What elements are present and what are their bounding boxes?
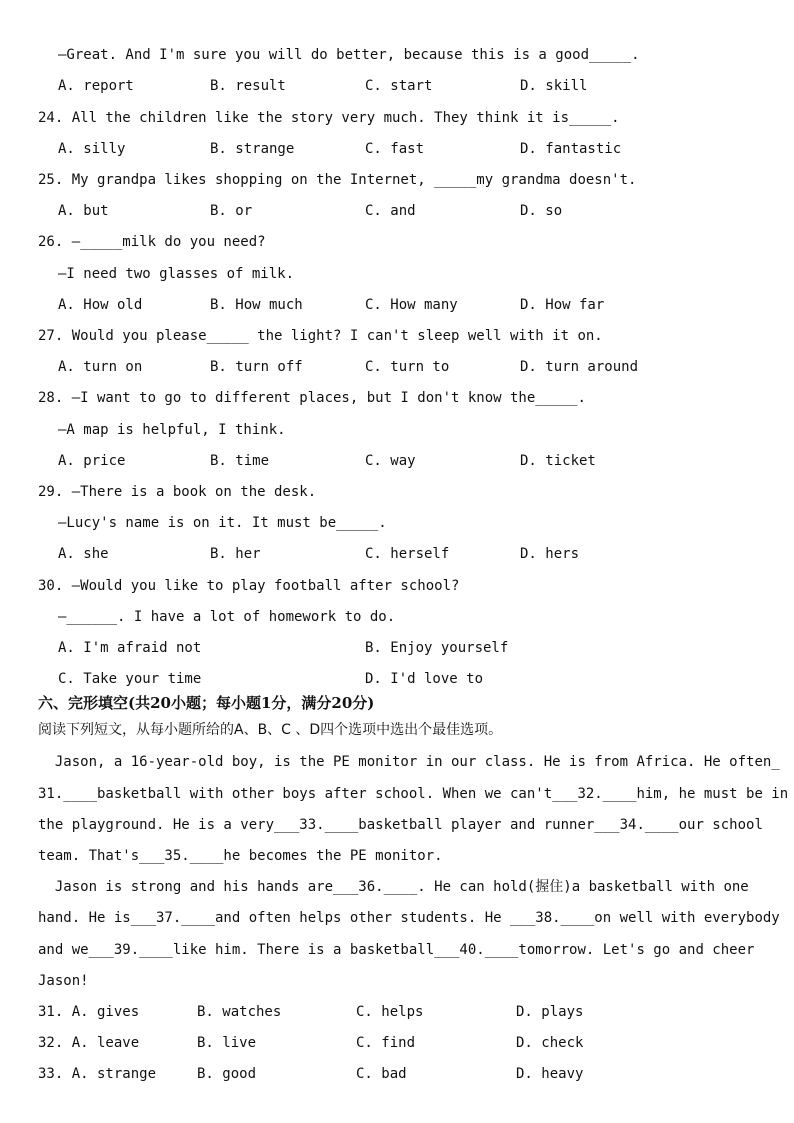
q29-question: 29. —There is a book on the desk. [38,484,317,500]
q30-question: 30. —Would you like to play football after school? [38,578,460,594]
q27-option-a: A. turn on [58,359,143,375]
passage-line-6: hand. He is___37.____and often helps other students. He ___38.____on well with everybody [38,910,780,926]
q26-dialog: —I need two glasses of milk. [58,266,295,282]
q26-option-c: C. How many [365,297,458,313]
q28-option-c: C. way [365,453,416,469]
q27-question: 27. Would you please_____ the light? I can't sleep well with it on. [38,328,603,344]
q30-option-a: A. I'm afraid not [58,640,202,656]
q27-option-c: C. turn to [365,359,450,375]
q26-option-b: B. How much [210,297,303,313]
q28-option-d: D. ticket [520,453,596,469]
q25-option-b: B. or [210,203,253,219]
passage-line-7: and we___39.____like him. There is a basketball___40.____tomorrow. Let's go and cheer [38,942,755,958]
q27-option-d: D. turn around [520,359,639,375]
item-32-option-d: D. check [516,1035,584,1051]
item-33-option-b: B. good [197,1066,257,1082]
item-31-option-a: 31. A. gives [38,1004,140,1020]
q29-dialog: —Lucy's name is on it. It must be_____. [58,515,387,531]
q26-option-d: D. How far [520,297,605,313]
q30-option-c: C. Take your time [58,671,202,687]
q24-option-b: B. strange [210,141,295,157]
q28-option-a: A. price [58,453,126,469]
passage-line-5: Jason is strong and his hands are___36.____. He can hold(握住)a basketball with one [38,879,749,895]
passage-line-1: Jason, a 16-year-old boy, is the PE monitor in our class. He is from Africa. He often_ [38,754,780,770]
q29-option-b: B. her [210,546,261,562]
item-33-option-c: C. bad [356,1066,407,1082]
q23-option-b: B. result [210,78,286,94]
item-33-option-a: 33. A. strange [38,1066,157,1082]
section-heading: 六、完形填空(共20小题；每小题1分，满分20分) [38,694,375,712]
item-31-option-c: C. helps [356,1004,424,1020]
item-31-option-d: D. plays [516,1004,584,1020]
passage-line-3: the playground. He is a very___33.____basketball player and runner___34.____our school [38,817,763,833]
q29-option-d: D. hers [520,546,580,562]
q24-option-a: A. silly [58,141,126,157]
q25-question: 25. My grandpa likes shopping on the Internet, _____my grandma doesn't. [38,172,637,188]
q24-question: 24. All the children like the story very much. They think it is_____. [38,110,620,126]
item-32-option-b: B. live [197,1035,257,1051]
q23-option-d: D. skill [520,78,588,94]
item-33-option-d: D. heavy [516,1066,584,1082]
q28-option-b: B. time [210,453,270,469]
q29-option-a: A. she [58,546,109,562]
item-31-option-b: B. watches [197,1004,282,1020]
q25-option-a: A. but [58,203,109,219]
q24-option-c: C. fast [365,141,425,157]
item-32-option-a: 32. A. leave [38,1035,140,1051]
q24-option-d: D. fantastic [520,141,622,157]
q28-dialog: —A map is helpful, I think. [58,422,286,438]
q25-option-c: C. and [365,203,416,219]
q26-option-a: A. How old [58,297,143,313]
q29-option-c: C. herself [365,546,450,562]
q30-option-b: B. Enjoy yourself [365,640,509,656]
q23-option-a: A. report [58,78,134,94]
q26-question: 26. —_____milk do you need? [38,234,266,250]
q27-option-b: B. turn off [210,359,303,375]
q30-option-d: D. I'd love to [365,671,484,687]
section-instruction: 阅读下列短文，从每小题所给的A、B、C 、D四个选项中选出个最佳选项。 [38,722,503,738]
item-32-option-c: C. find [356,1035,416,1051]
q30-dialog: —______. I have a lot of homework to do. [58,609,396,625]
passage-line-2: 31.____basketball with other boys after school. When we can't___32.____him, he must be in [38,786,789,802]
q28-question: 28. —I want to go to different places, but I don't know the_____. [38,390,586,406]
q23-option-c: C. start [365,78,433,94]
q25-option-d: D. so [520,203,563,219]
passage-line-8: Jason! [38,973,89,989]
q23-dialog: —Great. And I'm sure you will do better, because this is a good_____. [58,47,640,63]
passage-line-4: team. That's___35.____he becomes the PE monitor. [38,848,443,864]
